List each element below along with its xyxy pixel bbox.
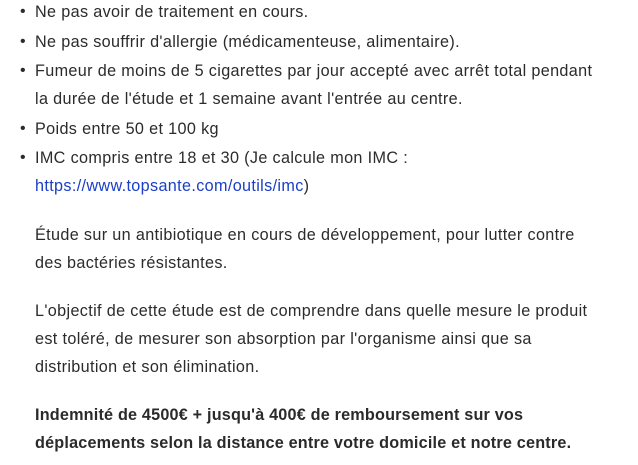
bullet-icon: • bbox=[20, 32, 26, 50]
compensation-paragraph: Indemnité de 4500€ + jusqu'à 400€ de remboursement sur vos déplacements selon la distance entre votre domicile et notre centre. bbox=[35, 406, 572, 452]
bullet-icon: • bbox=[20, 62, 26, 79]
list-item bbox=[0, 28, 600, 56]
criterion-text: IMC compris entre 18 et 30 (Je calcule mon IMC : bbox=[35, 149, 409, 167]
criterion-text: Ne pas souffrir d'allergie (médicamenteuse, alimentaire). bbox=[35, 32, 460, 51]
eligibility-criteria-list bbox=[0, 0, 600, 202]
bullet-icon: • bbox=[20, 3, 26, 20]
list-item bbox=[0, 115, 600, 143]
criterion-text: Ne pas avoir de traitement en cours. bbox=[35, 3, 309, 21]
criterion-text: Fumeur de moins de 5 cigarettes par jour accepté avec arrêt total pendant la durée de l'étude et 1 semaine avant l'entrée au centre. bbox=[35, 62, 593, 108]
list-item bbox=[0, 144, 600, 200]
imc-calculator-link[interactable]: https://www.topsante.com/outils/imc bbox=[35, 177, 304, 195]
list-item bbox=[0, 0, 600, 26]
study-description-paragraph: Étude sur un antibiotique en cours de développement, pour lutter contre des bactéries résistantes. bbox=[35, 226, 575, 272]
criterion-suffix: ) bbox=[303, 177, 310, 195]
bullet-icon: • bbox=[20, 149, 26, 166]
study-objective-paragraph: L'objectif de cette étude est de comprendre dans quelle mesure le produit est toléré, de mesurer son absorption par l'organisme ainsi que sa distribution et son élimination. bbox=[35, 302, 588, 376]
bullet-icon: • bbox=[20, 119, 26, 137]
list-item bbox=[0, 57, 600, 113]
criterion-text: Poids entre 50 et 100 kg bbox=[35, 119, 219, 138]
